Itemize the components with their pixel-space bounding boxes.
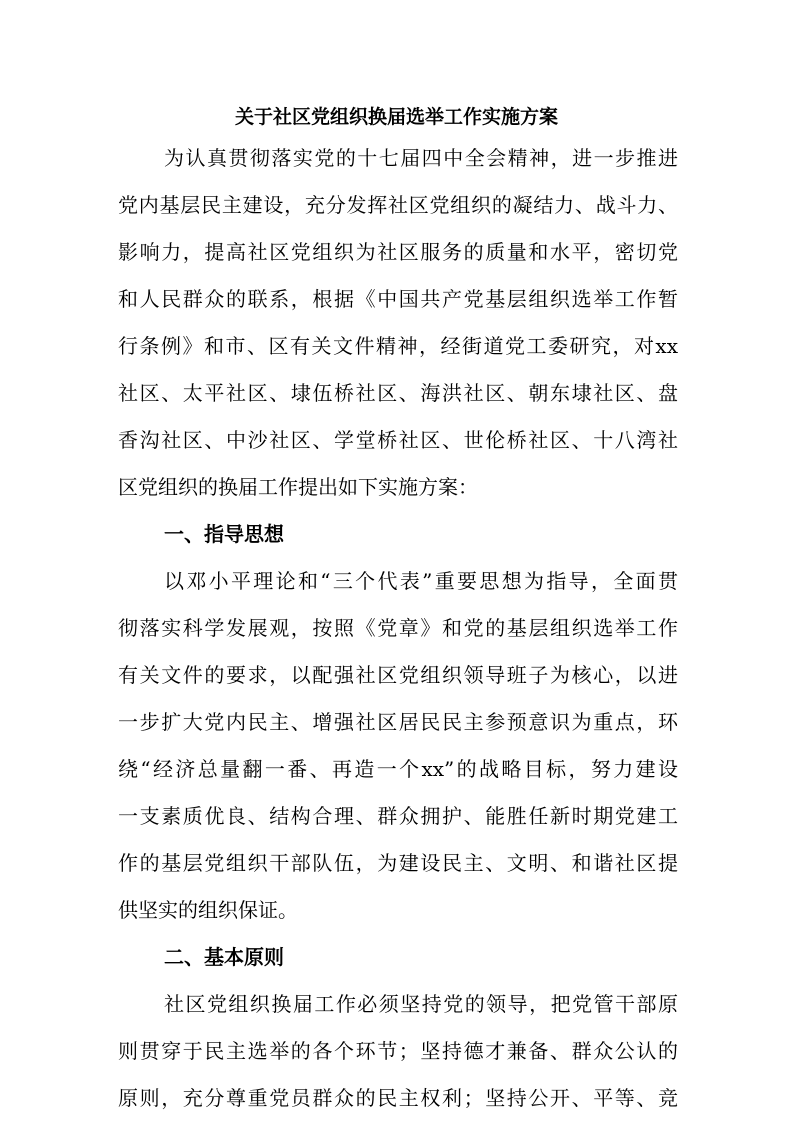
intro-line: 党内基层民主建设，充分发挥社区党组织的凝结力、战斗力、 (118, 193, 678, 217)
section1-line: 以邓小平理论和“三个代表”重要思想为指导，全面贯 (164, 569, 678, 593)
section1-line: 有关文件的要求，以配强社区党组织领导班子为核心，以进 (118, 663, 678, 687)
section1-line: 彻落实科学发展观，按照《党章》和党的基层组织选举工作 (118, 616, 678, 640)
intro-line: 社区、太平社区、埭伍桥社区、海洪社区、朝东埭社区、盘 (118, 381, 678, 405)
section2-line: 社区党组织换届工作必须坚持党的领导，把党管干部原 (164, 992, 678, 1016)
section1-line: 供坚实的组织保证。 (118, 898, 298, 922)
intro-line: 影响力，提高社区党组织为社区服务的质量和水平，密切党 (118, 240, 678, 264)
intro-line: 区党组织的换届工作提出如下实施方案： (118, 475, 478, 499)
section2-line: 则贯穿于民主选举的各个环节；坚持德才兼备、群众公认的 (118, 1039, 678, 1063)
intro-line: 为认真贯彻落实党的十七届四中全会精神，进一步推进 (164, 146, 678, 170)
intro-line: 行条例》和市、区有关文件精神，经街道党工委研究，对xx (118, 334, 678, 358)
section1-line: 作的基层党组织干部队伍，为建设民主、文明、和谐社区提 (118, 851, 678, 875)
section1-line: 绕“经济总量翻一番、再造一个xx”的战略目标，努力建设 (118, 757, 678, 781)
intro-line: 香沟社区、中沙社区、学堂桥社区、世伦桥社区、十八湾社 (118, 428, 678, 452)
section-heading-basic-principles: 二、基本原则 (164, 945, 284, 969)
intro-line: 和人民群众的联系，根据《中国共产党基层组织选举工作暂 (118, 287, 678, 311)
section2-line: 原则，充分尊重党员群众的民主权利；坚持公开、平等、竞 (118, 1086, 678, 1110)
section1-line: 一支素质优良、结构合理、群众拥护、能胜任新时期党建工 (118, 804, 678, 828)
section-heading-guiding-ideology: 一、指导思想 (164, 522, 284, 546)
document-title: 关于社区党组织换届选举工作实施方案 (234, 106, 558, 128)
section1-line: 一步扩大党内民主、增强社区居民民主参预意识为重点，环 (118, 710, 678, 734)
